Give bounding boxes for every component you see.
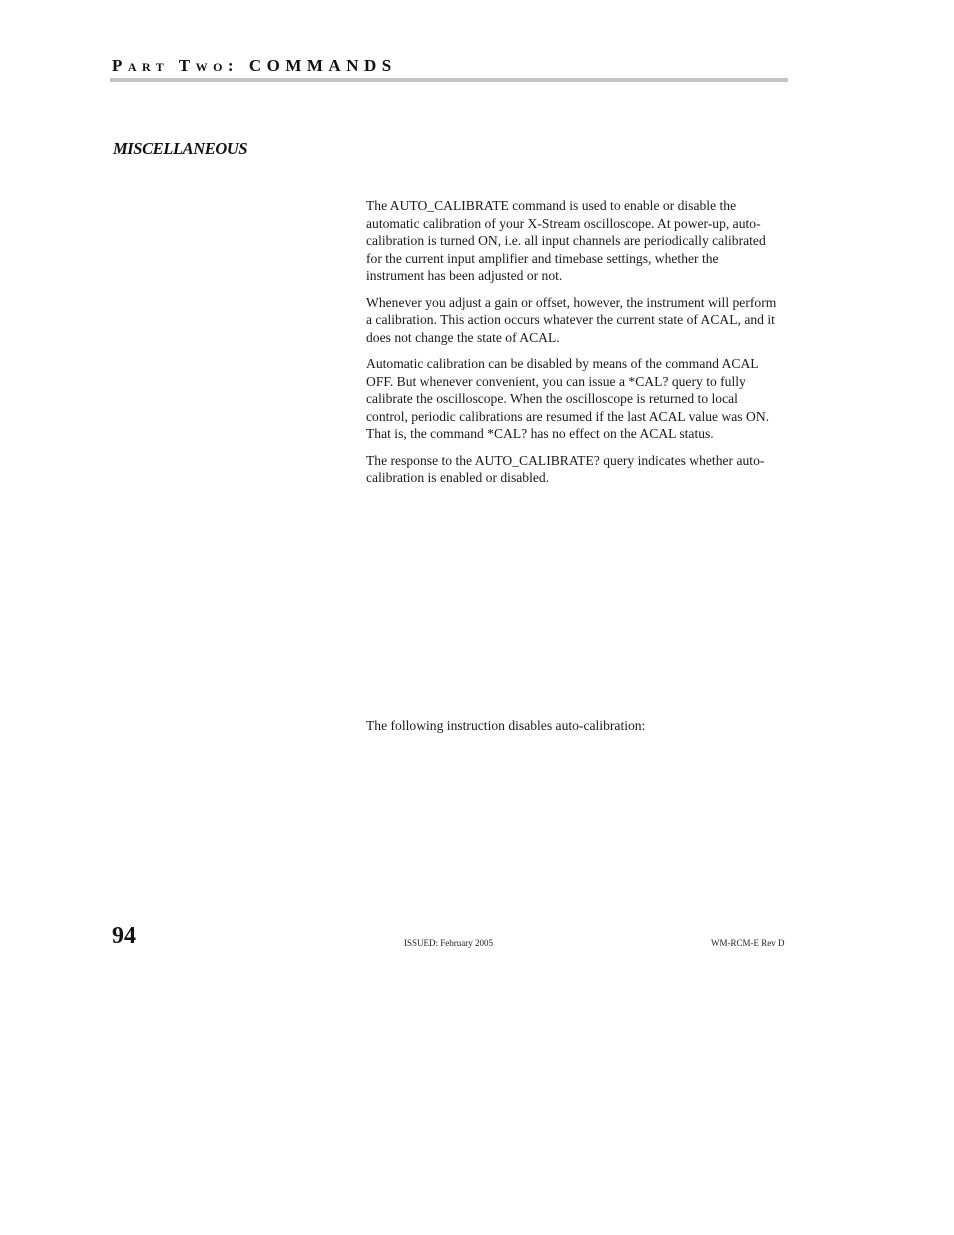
- description-block: [366, 197, 780, 496]
- header-rule: [110, 78, 788, 82]
- description-paragraph: The response to the AUTO_CALIBRATE? query indicates whether auto-calibration is enabled or disabled.: [366, 452, 765, 485]
- description-paragraph: Automatic calibration can be disabled by means of the command ACAL OFF. But whenever convenient, you can issue a *CAL? query to fully calibrate the oscilloscope. When the oscilloscope is returned to local control, periodic calibrations are resumed if the last ACAL value was ON. That is, the command *CAL? has no effect on the ACAL status.: [366, 356, 770, 441]
- footer-issued-date: ISSUED: February 2005: [404, 938, 493, 948]
- description-paragraph: The AUTO_CALIBRATE command is used to enable or disable the automatic calibration of your X-Stream oscilloscope. At power-up, auto-calibration is turned ON, i.e. all input channels are periodically calibrated for the current input amplifier and timebase settings, whether the instrument has been adjusted or not.: [366, 198, 766, 283]
- description-paragraph: Whenever you adjust a gain or offset, however, the instrument will perform a calibration. This action occurs whatever the current state of ACAL, and it does not change the state of ACAL.: [366, 294, 777, 345]
- example-block: [366, 717, 780, 744]
- page-number: 94: [112, 923, 136, 949]
- running-header: Part Two: COMMANDS: [112, 56, 397, 75]
- footer-document-id: WM-RCM-E Rev D: [711, 938, 785, 948]
- example-intro-text: The following instruction disables auto-calibration:: [366, 718, 646, 733]
- section-title: MISCELLANEOUS: [113, 139, 248, 158]
